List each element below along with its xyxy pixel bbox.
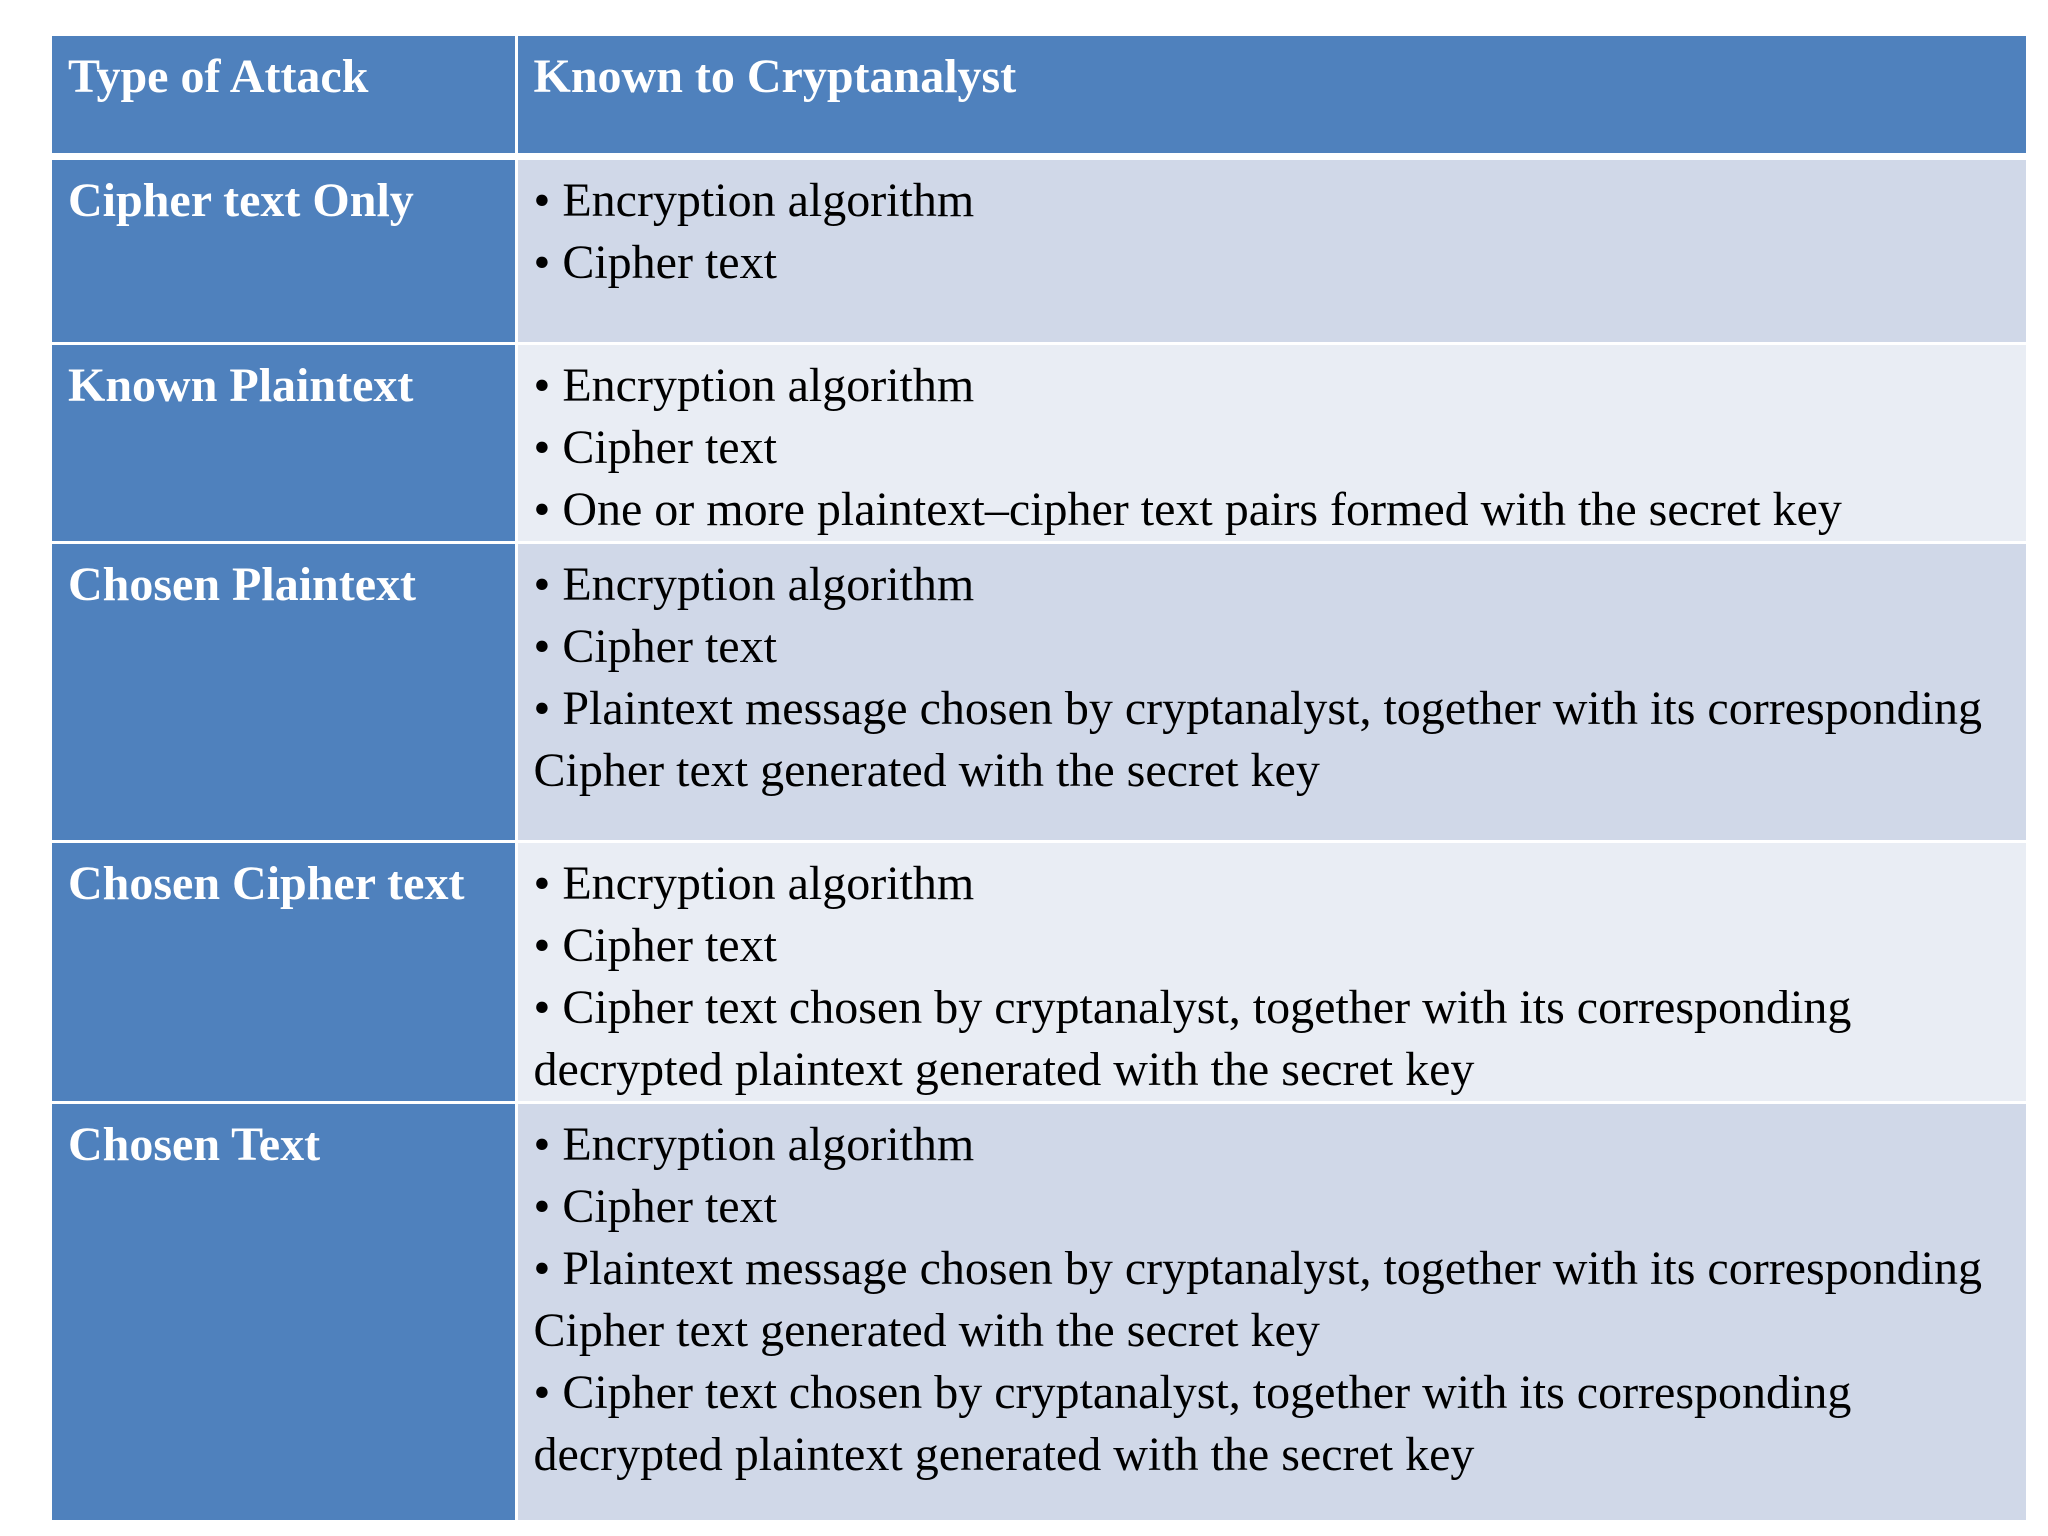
known-items-cell [516, 1102, 2026, 1520]
known-items-cell [516, 156, 2026, 343]
row-cipher-text-only [52, 156, 2026, 343]
known-item: • Cipher text [533, 235, 777, 289]
known-item: • Cipher text [533, 420, 777, 474]
known-items-cell [516, 841, 2026, 1102]
attack-type-cell: Chosen Text [52, 1102, 516, 1520]
row-chosen-plaintext [52, 542, 2026, 841]
row-chosen-text [52, 1102, 2026, 1520]
known-item: • Plaintext message chosen by cryptanalyst, together with its corresponding Cipher text generated with the secret key [533, 681, 1982, 797]
known-item: • Plaintext message chosen by cryptanalyst, together with its corresponding Cipher text generated with the secret key [533, 1241, 1982, 1357]
known-item: • Cipher text chosen by cryptanalyst, together with its corresponding decrypted plaintext generated with the secret key [533, 980, 1852, 1096]
attack-type-cell: Chosen Plaintext [52, 542, 516, 841]
known-item: • One or more plaintext–cipher text pairs formed with the secret key [533, 482, 1842, 536]
header-row [52, 36, 2026, 156]
attack-type-cell: Cipher text Only [52, 156, 516, 343]
attack-type-cell: Chosen Cipher text [52, 841, 516, 1102]
row-known-plaintext [52, 343, 2026, 542]
row-chosen-cipher-text [52, 841, 2026, 1102]
header-type-of-attack: Type of Attack [52, 36, 516, 156]
known-item: • Encryption algorithm [533, 173, 975, 227]
known-item: • Encryption algorithm [533, 358, 975, 412]
known-items-cell [516, 343, 2026, 542]
attack-type-cell: Known Plaintext [52, 343, 516, 542]
known-item: • Encryption algorithm [533, 1117, 975, 1171]
known-item: • Cipher text [533, 1179, 777, 1233]
known-item: • Cipher text [533, 619, 777, 673]
known-item: • Encryption algorithm [533, 856, 975, 910]
known-item: • Cipher text chosen by cryptanalyst, together with its corresponding decrypted plaintext generated with the secret key [533, 1365, 1852, 1481]
header-known-to-cryptanalyst: Known to Cryptanalyst [516, 36, 2026, 156]
known-item: • Cipher text [533, 918, 777, 972]
known-item: • Encryption algorithm [533, 557, 975, 611]
known-items-cell [516, 542, 2026, 841]
attack-types-table [52, 36, 2026, 1520]
